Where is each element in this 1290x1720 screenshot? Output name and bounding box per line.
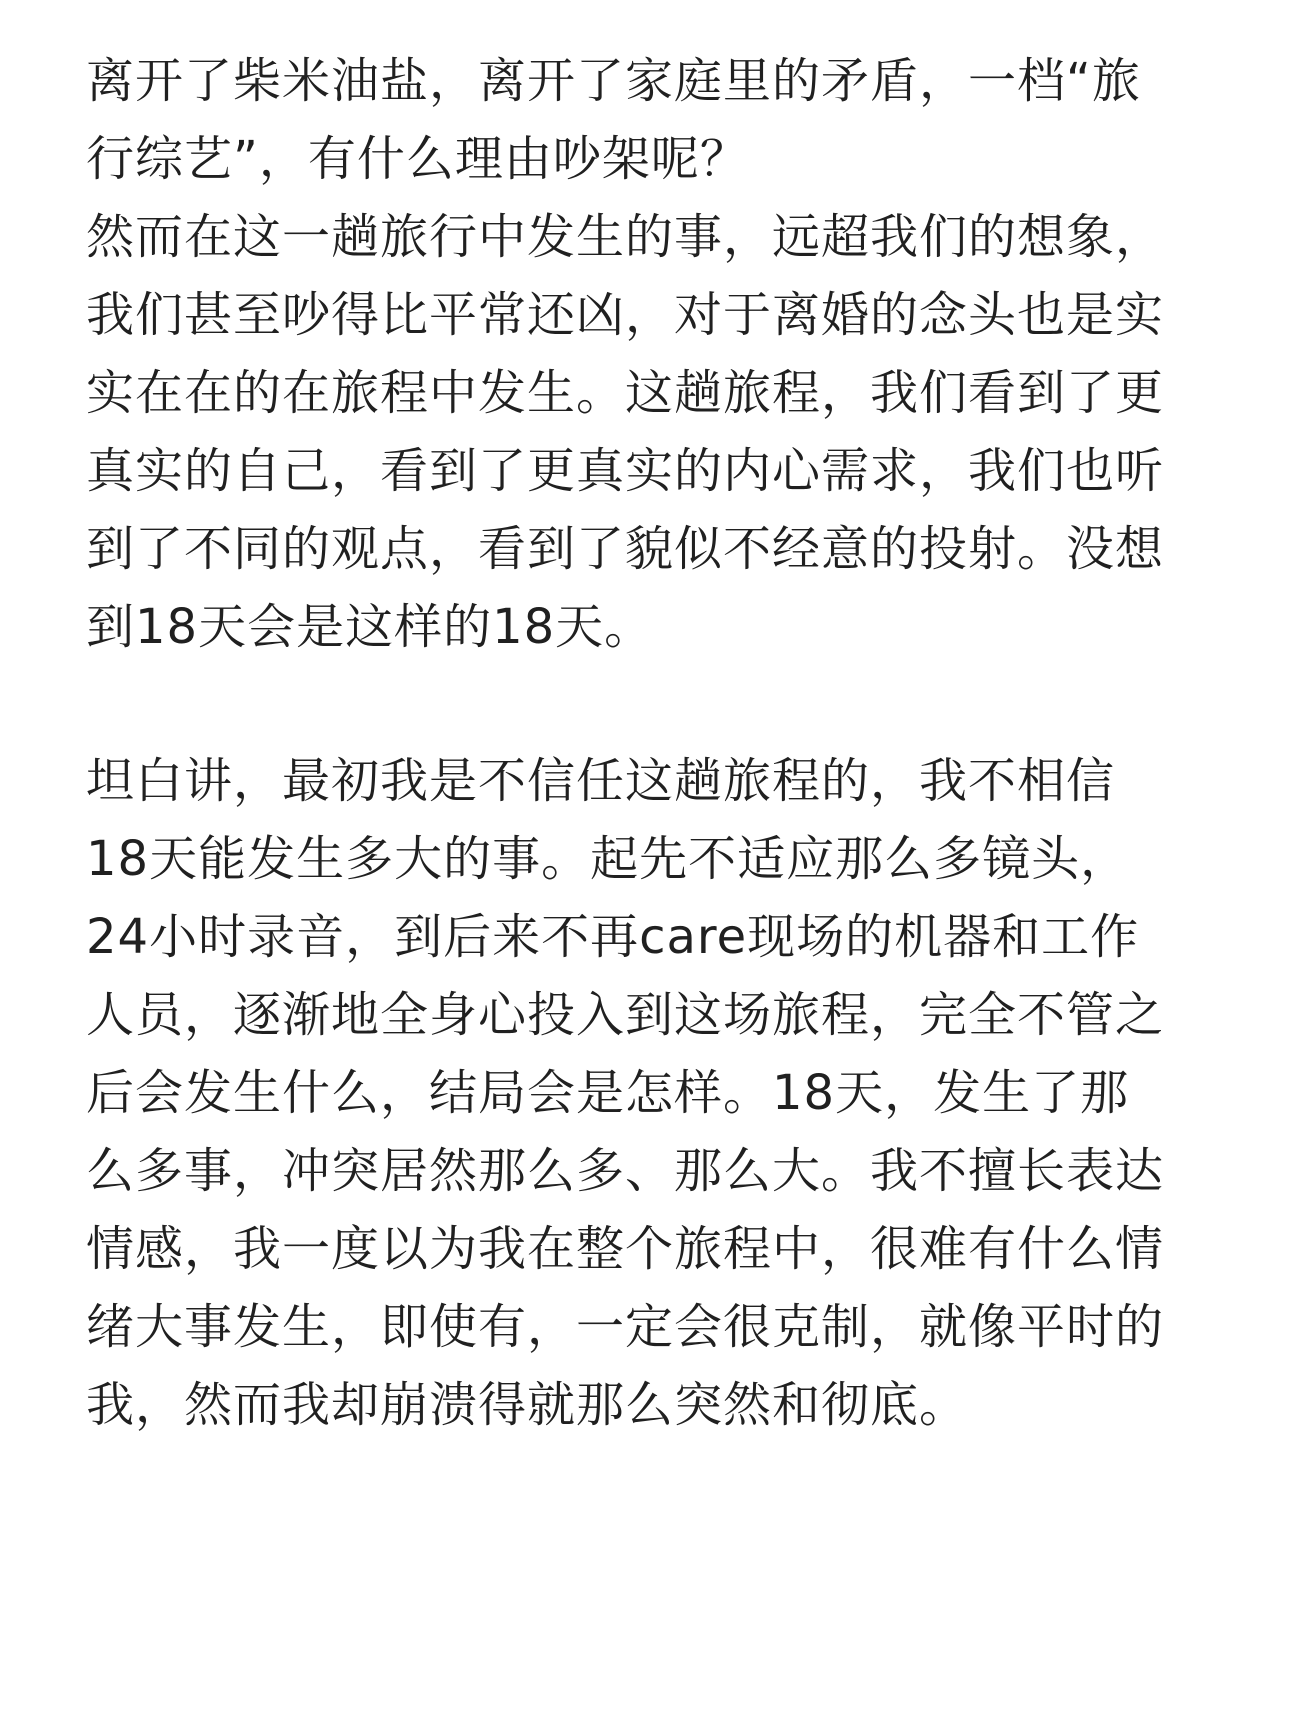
text-line: 24小时录音，到后来不再care现场的机器和工作 — [86, 909, 1140, 965]
text-line: 人员，逐渐地全身心投入到这场旅程，完全不管之 — [86, 987, 1165, 1043]
text-line: 绪大事发生，即使有，一定会很克制，就像平时的 — [86, 1299, 1165, 1355]
text-line: 么多事，冲突居然那么多、那么大。我不擅长表达 — [86, 1143, 1165, 1199]
text-line: 实在在的在旅程中发生。这趟旅程，我们看到了更 — [86, 365, 1165, 421]
text-line: 我们甚至吵得比平常还凶，对于离婚的念头也是实 — [86, 287, 1165, 343]
text-line: 行综艺”，有什么理由吵架呢？ — [86, 131, 749, 187]
text-line: 18天能发生多大的事。起先不适应那么多镜头， — [86, 831, 1130, 887]
paragraph-1 — [86, 42, 1216, 666]
text-line: 到了不同的观点，看到了貌似不经意的投射。没想 — [86, 521, 1165, 577]
text-line: 到18天会是这样的18天。 — [86, 599, 654, 655]
text-line: 然而在这一趟旅行中发生的事，远超我们的想象， — [86, 209, 1165, 265]
paragraph-2 — [86, 742, 1216, 1444]
text-line: 离开了柴米油盐，离开了家庭里的矛盾，一档“旅 — [86, 53, 1141, 109]
text-line: 情感，我一度以为我在整个旅程中，很难有什么情 — [86, 1221, 1165, 1277]
text-line: 后会发生什么，结局会是怎样。18天，发生了那 — [86, 1065, 1130, 1121]
text-line: 坦白讲，最初我是不信任这趟旅程的，我不相信 — [86, 753, 1116, 809]
text-line: 真实的自己，看到了更真实的内心需求，我们也听 — [86, 443, 1165, 499]
text-line: 我，然而我却崩溃得就那么突然和彻底。 — [86, 1377, 969, 1433]
